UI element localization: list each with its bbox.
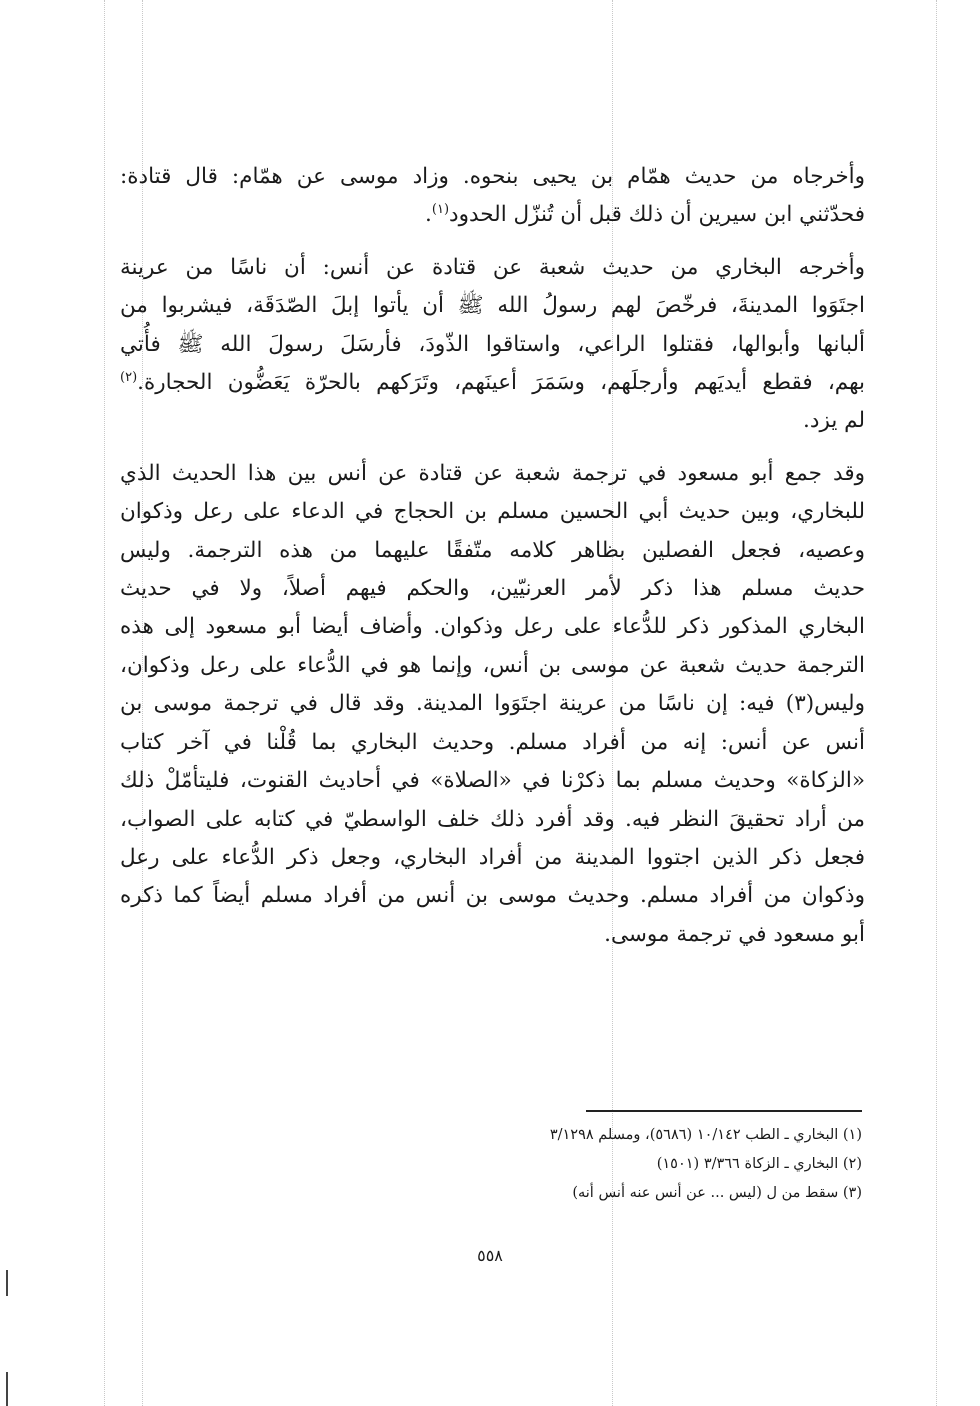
- text-line: للبخاري، وبين حديث أبي الحسين مسلم بن الحجاج في الدعاء على رعل وذكوان: [120, 499, 865, 525]
- text-line: وأخرجه البخاري من حديث شعبة عن قتادة عن أنس: أن ناسًا من عرينة: [120, 254, 865, 280]
- text-line: وقد جمع أبو مسعود في ترجمة شعبة عن قتادة عن أنس بين هذا الحديث الذي: [120, 460, 865, 486]
- footnote-reference: (٢): [120, 369, 138, 385]
- scan-edge-mark: [6, 1372, 8, 1406]
- text-line: حديث مسلم هذا ذكر لأمر العرنيّين، والحكم فيهم أصلاً، ولا في حديث: [120, 576, 865, 602]
- text-line: [120, 364, 865, 402]
- footnotes: [420, 1121, 862, 1208]
- paragraph: [120, 455, 865, 954]
- paragraph: [120, 158, 865, 235]
- footnote: (٢) البخاري ـ الزكاة ٣/٣٦٦ (١٥٠١): [656, 1156, 862, 1172]
- footnote-separator: [586, 1110, 862, 1112]
- text-line: فجعل ذكر الذين اجتووا المدينة من أفراد البخاري، وجعل ذكر الدُّعاء على رعل: [120, 844, 865, 870]
- text-line: وليس(٣) فيه: إن ناسًا من عرينة اجتَوَوا المدينة. وقد قال في ترجمة موسى بن: [120, 691, 865, 717]
- page-body: [120, 158, 865, 954]
- page-number: ٥٥٨: [477, 1246, 503, 1265]
- text-line: أبو مسعود في ترجمة موسى.: [604, 921, 865, 947]
- scan-artifact-line: [104, 0, 105, 1406]
- text-line: ألبانها وأبوالها، فقتلوا الراعي، واستاقوا الذّودَ، فأرسَلَ رسولَ الله ﷺ فأُتي: [120, 331, 865, 357]
- text-line: اجتَوَوا المدينةَ، فرخّصَ لهم رسولُ الله ﷺ أن يأتوا إبلَ الصّدَقَة، فيشربوا من: [120, 293, 865, 319]
- text-line: «الزكاة» وحديث مسلم بما ذكرْنا في «الصلاة» في أحاديث القنوت، فليتأمّلْ ذلك: [120, 768, 865, 794]
- scan-artifact-line: [936, 0, 937, 1406]
- text-line: وذكوان من أفراد مسلم. وحديث موسى بن أنس من أفراد مسلم أيضاً كما ذكره: [120, 883, 865, 909]
- text-line: وعصيه، فجعل الفصلين بظاهر كلامه متّفقًا عليهما من هذه الترجمة. وليس: [120, 537, 865, 563]
- text-line: فحدّثني ابن سيرين أن ذلك قبل أن تُنزّل الحدود$^{(١)}$.: [425, 202, 865, 228]
- text-line: لم يزد.: [803, 408, 865, 434]
- text-line: الترجمة حديث شعبة عن موسى بن أنس، وإنما هو في الدُّعاء على رعل وذكوان،: [120, 652, 865, 678]
- text-line: وأخرجاه من حديث همّام بن يحيى بنحوه. وزاد موسى عن همّام: قال قتادة:: [120, 164, 865, 189]
- footnote: (٣) سقط من ل (ليس ... عن أنس عنه أنس أنه): [572, 1185, 862, 1201]
- footnote-reference: (١): [431, 202, 450, 218]
- text-line-content: بهم، فقطع أيديَهم وأرجلَهم، وسَمَرَ أعينَهم، وتَرَكهم بالحرّة يَعَضُّون الحجارة.: [137, 370, 865, 396]
- paragraph: [120, 249, 865, 441]
- scan-edge-mark: [6, 1270, 8, 1296]
- text-line-content: فحدّثني ابن سيرين أن ذلك قبل أن تُنزّل الحدود: [449, 202, 865, 228]
- text-line: من أراد تحقيقَ النظر فيه. وقد أفرد ذلك خلف الواسطيّ في كتابه على الصواب،: [120, 806, 865, 832]
- footnote: (١) البخاري ـ الطب ١٠/١٤٢ (٥٦٨٦)، ومسلم ٣/١٢٩٨: [549, 1127, 862, 1143]
- text-line: البخاري المذكور ذكر للدُّعاء على رعل وذكوان. وأضاف أيضا أبو مسعود إلى هذه: [120, 614, 865, 640]
- text-line: أنس عن أنس: إنه من أفراد مسلم. وحديث البخاري بما قُلْنا في آخر كتاب: [120, 729, 865, 755]
